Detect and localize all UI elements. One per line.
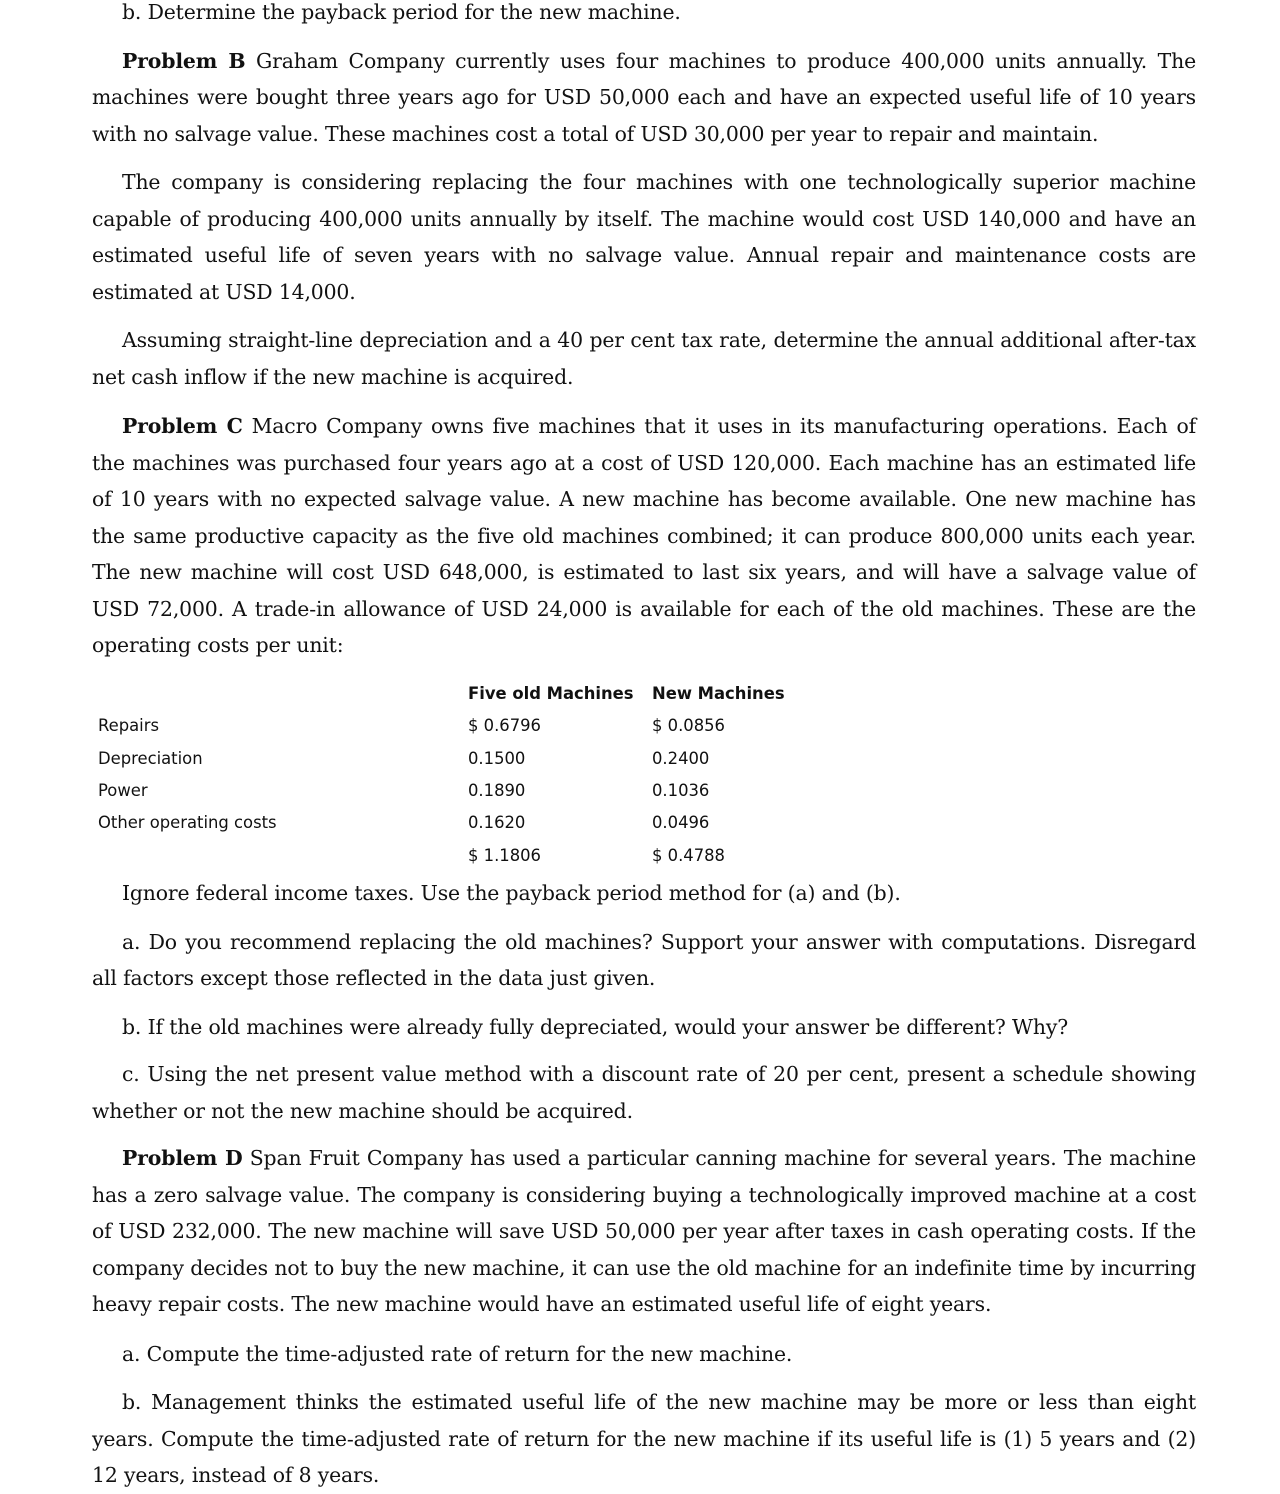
problem-c-text-1: Macro Company owns five machines that it uses in its manufacturing operations. Each of the machines was purchased four years ago at a cost of USD 120,000. Each machine has an estimated life of 10 years with no expected salvage value. A new machine has become available. One new machine has the same productive capacity as the five old machines combined; it can produce 800,000 units each year. The new machine will cost USD 648,000, is estimated to last six years, and will have a salvage value of USD 72,000. A trade-in allowance of USD 24,000 is available for each of the old machines. These are the operating costs per unit: <box>92 414 1196 657</box>
problem-c-question-a: a. Do you recommend replacing the old machines? Support your answer with computations. Disregard all factors except those reflected in the data just given. <box>92 929 1196 991</box>
problem-b-label: Problem B <box>122 48 246 73</box>
table-header-blank <box>98 678 468 710</box>
problem-b-paragraph-1 <box>92 43 1196 153</box>
problem-b-paragraph-3: Assuming straight-line depreciation and a 40 per cent tax rate, determine the annual additional after-tax net cash inflow if the new machine is acquired. <box>92 328 1196 389</box>
table-header-old: Five old Machines <box>468 684 634 704</box>
row-label: Repairs <box>98 716 160 736</box>
problem-c-question-b: b. If the old machines were already fully depreciated, would your answer be different? Why? <box>122 1014 1068 1039</box>
problem-c-paragraph-1 <box>92 408 1196 664</box>
table-row <box>98 807 852 839</box>
row-new-value: 0.0496 <box>652 813 710 833</box>
document-page <box>92 0 1196 1494</box>
intro-question-b: b. Determine the payback period for the new machine. <box>122 0 681 24</box>
problem-d-text-1: Span Fruit Company has used a particular canning machine for several years. The machine has a zero salvage value. The company is considering buying a technologically improved machine at a cost of USD 232,000. The new machine will save USD 50,000 per year after taxes in cash operating costs. If the company decides not to buy the new machine, it can use the old machine for an indefinite time by incurring heavy repair costs. The new machine would have an estimated useful life of eight years. <box>92 1146 1196 1317</box>
row-label <box>98 839 468 871</box>
table-header-new: New Machines <box>652 684 785 704</box>
row-new-value: $ 0.0856 <box>652 716 725 736</box>
operating-costs-table <box>98 678 852 872</box>
problem-d-paragraph-1 <box>92 1140 1196 1323</box>
row-new-value: 0.2400 <box>652 748 710 768</box>
row-label: Depreciation <box>98 748 203 768</box>
problem-c-question-c: c. Using the net present value method with a discount rate of 20 per cent, present a schedule showing whether or not the new machine should be acquired. <box>92 1062 1196 1123</box>
row-old-value: 0.1500 <box>468 748 526 768</box>
row-new-value: 0.1036 <box>652 781 710 801</box>
problem-d-question-a: a. Compute the time-adjusted rate of return for the new machine. <box>122 1341 793 1366</box>
problem-c-instruction: Ignore federal income taxes. Use the payback period method for (a) and (b). <box>122 881 901 906</box>
row-old-value: 0.1890 <box>468 781 526 801</box>
problem-d-label: Problem D <box>122 1146 243 1171</box>
total-old-value: $ 1.1806 <box>468 845 541 865</box>
total-new-value: $ 0.4788 <box>652 845 725 865</box>
table-total-row <box>98 839 852 871</box>
table-header-row <box>98 678 852 710</box>
problem-c-label: Problem C <box>122 414 243 438</box>
row-label: Power <box>98 781 148 801</box>
problem-b-paragraph-2: The company is considering replacing the four machines with one technologically superior machine capable of producing 400,000 units annually by itself. The machine would cost USD 140,000 and have an estimated useful life of seven years with no salvage value. Annual repair and maintenance costs are estimated at USD 14,000. <box>92 170 1196 304</box>
row-label: Other operating costs <box>98 813 277 833</box>
table-row <box>98 710 852 742</box>
problem-b-text-1: Graham Company currently uses four machines to produce 400,000 units annually. The machines were bought three years ago for USD 50,000 each and have an expected useful life of 10 years with no salvage value. These machines cost a total of USD 30,000 per year to repair and maintain. <box>92 48 1196 146</box>
problem-d-question-b: b. Management thinks the estimated useful life of the new machine may be more or less than eight years. Compute the time-adjusted rate of return for the new machine if its useful life is (1) 5 years and (2) 12 years, instead of 8 years. <box>92 1390 1196 1488</box>
row-old-value: $ 0.6796 <box>468 716 541 736</box>
table-row <box>98 774 852 806</box>
row-old-value: 0.1620 <box>468 813 526 833</box>
table-row <box>98 742 852 774</box>
